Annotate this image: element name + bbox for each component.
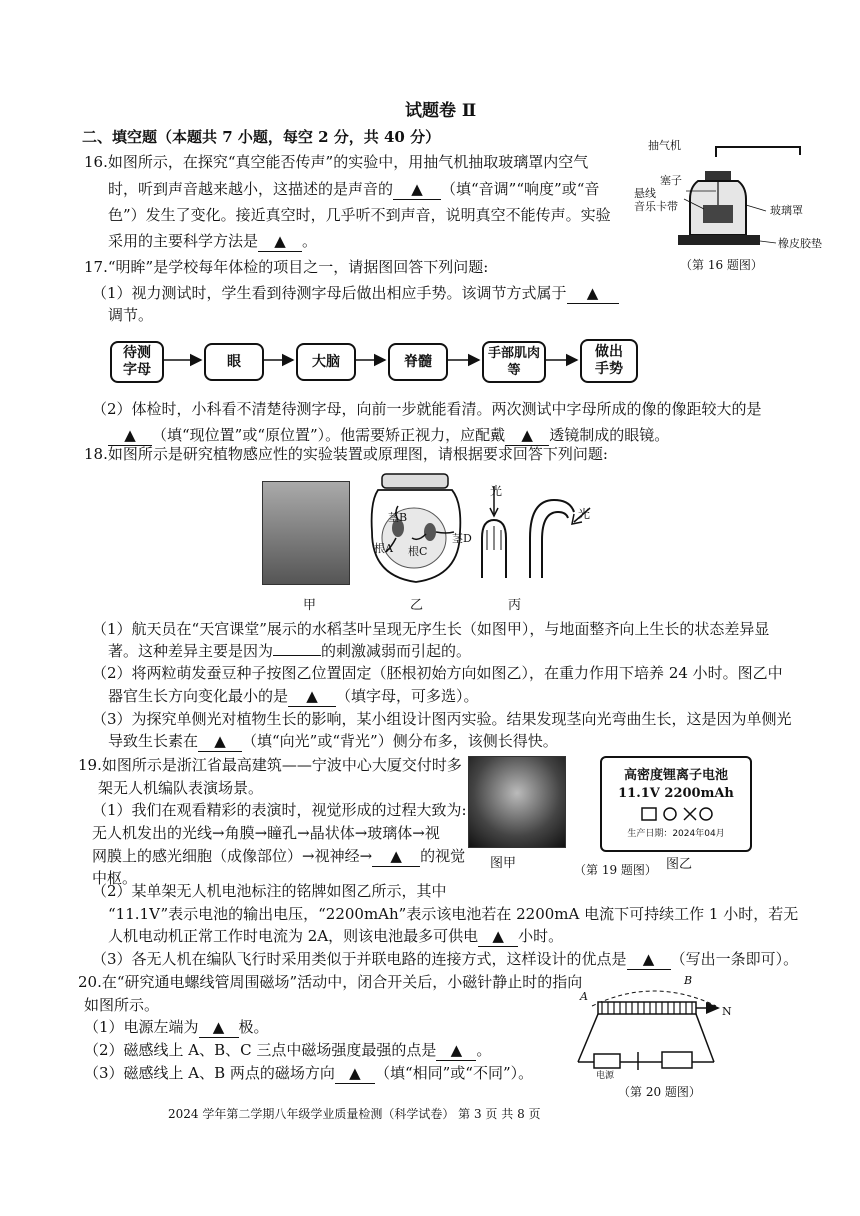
q20-part3-a: （3）磁感线上 A、B 两点的磁场方向 — [84, 1064, 335, 1082]
q20-answer-blank-3[interactable] — [335, 1063, 375, 1084]
q19-answer-blank-1[interactable] — [372, 846, 420, 867]
q18-part1-2b: 的刺激减弱而引起的。 — [321, 642, 472, 660]
q18-fig-label-bing: 丙 — [508, 598, 522, 613]
q18-root-a-label: 根A — [374, 542, 393, 555]
q19-part2-3a: 人机电动机正常工作时电流为 2A，则该电池最多可供电 — [108, 927, 479, 945]
q19-part1-line-4: 中枢。 — [92, 869, 138, 887]
q20-part2-b: 。 — [476, 1041, 492, 1059]
q20-part1-b: 极。 — [238, 1018, 269, 1036]
q17-part2-line-1: （2）体检时，小科看不清楚待测字母，向前一步就能看清。两次测试中字母所成的像的像距较大的是 — [92, 400, 762, 418]
q17-part2-line-2 — [108, 425, 669, 446]
q16-hang-label: 悬线 — [634, 187, 656, 200]
q18-intro: 18.如图所示是研究植物感应性的实验装置或原理图，请根据要求回答下列问题: — [84, 445, 608, 463]
q19-line-1: 19.如图所示是浙江省最高建筑——宁波中心大厦交付时多 — [78, 756, 462, 774]
q18-part3-2a: 导致生长素在 — [108, 732, 199, 750]
q18-part3-2b: （填“向光”或“背光”）侧分布多，该侧长得快。 — [242, 732, 558, 750]
answer-marker: ▲ — [450, 1041, 463, 1059]
q18-answer-blank-2[interactable] — [288, 686, 336, 707]
q20-label-n: N — [722, 1005, 732, 1018]
q20-caption: （第 20 题图） — [618, 1085, 701, 1099]
answer-marker: ▲ — [214, 732, 226, 750]
q20-solenoid-circuit — [574, 978, 734, 1078]
q19-part2-3b: 小时。 — [518, 927, 564, 945]
q19-part1-line-3 — [92, 846, 465, 867]
q18-answer-blank-3[interactable] — [198, 731, 242, 752]
q20-label-a: A — [580, 990, 588, 1003]
q18-part1-line-1: （1）航天员在“天宫课堂”展示的水稻茎叶呈现无序生长（如图甲），与地面整齐向上生长的状态差异显 — [92, 620, 770, 638]
q20-power-label: 电源 — [596, 1071, 615, 1081]
q18-light-label-2: 光 — [578, 507, 591, 521]
answer-marker: ▲ — [492, 927, 504, 945]
answer-marker: ▲ — [411, 180, 423, 198]
q18-photo-rice-plants — [262, 481, 350, 585]
q17-part1-a: （1）视力测试时，学生看到待测字母后做出相应手势。该调节方式属于 — [92, 284, 567, 302]
answer-marker: ▲ — [642, 950, 655, 968]
q17-part2-2a: （填“现位置”或“原位置”）。他需要矫正视力，应配戴 — [152, 426, 506, 444]
answer-marker: ▲ — [390, 847, 402, 865]
section-heading: 二、填空题（本题共 7 小题，每空 2 分，共 40 分） — [82, 128, 441, 146]
q16-pad-label: 橡皮胶垫 — [778, 237, 822, 250]
q16-bell-label: 玻璃罩 — [770, 204, 803, 217]
q19-answer-blank-3[interactable] — [627, 949, 671, 970]
answer-marker: ▲ — [212, 1018, 225, 1036]
q19-part1-line-1: （1）我们在观看精彩的表演时，视觉形成的过程大致为: — [92, 801, 467, 819]
flow-arrows — [0, 0, 860, 400]
q16-caption: （第 16 题图） — [680, 258, 763, 272]
q16-line-2a: 时，听到声音越来越小，这描述的是声音的 — [108, 180, 394, 198]
q18-part1-2a: 著。这种差异主要是因为 — [108, 642, 274, 660]
q16-stopper-label: 塞子 — [660, 174, 682, 187]
flow-label: 做出 手势 — [595, 344, 623, 377]
q17-part1-line-2: 调节。 — [108, 306, 154, 324]
q19-caption: （第 19 题图） — [574, 863, 657, 877]
q20-part3-b: （填“相同”或“不同”）。 — [374, 1064, 534, 1082]
q18-fig-label-jia: 甲 — [303, 598, 317, 613]
q19-part1-line-2: 无人机发出的光线→角膜→瞳孔→晶状体→玻璃体→视 — [92, 824, 440, 842]
q18-light-label-1: 光 — [490, 484, 503, 498]
answer-marker: ▲ — [521, 426, 533, 444]
battery-date: 生产日期：2024年04月 — [627, 829, 725, 839]
q19-photo-drone-show — [468, 756, 566, 848]
q19-part3-b: （写出一条即可）。 — [670, 950, 799, 968]
q19-part1-3b: 的视觉 — [420, 847, 466, 865]
q17-intro: 17.“明眸”是学校每年体检的项目之一，请据图回答下列问题: — [84, 258, 489, 276]
q18-fig-label-yi: 乙 — [410, 598, 424, 613]
answer-marker: ▲ — [586, 284, 599, 302]
answer-marker: ▲ — [349, 1064, 361, 1082]
q20-label-b: B — [684, 974, 693, 987]
q18-stem-d-label: 茎D — [452, 532, 472, 545]
q18-part2-line-1: （2）将两粒萌发蚕豆种子按图乙位置固定（胚根初始方向如图乙），在重力作用下培养 24 小时。图乙中 — [92, 664, 783, 682]
answer-marker: ▲ — [306, 687, 318, 705]
q19-fig-label-a: 图甲 — [490, 856, 517, 871]
q18-stem-b-label: 茎B — [388, 511, 408, 524]
q19-line-2: 架无人机编队表演场景。 — [98, 779, 264, 797]
q17-answer-blank-2[interactable] — [108, 425, 152, 446]
q18-part2-2a: 器官生长方向变化最小的是 — [108, 687, 289, 705]
q19-part2-line-2: “11.1V”表示电池的输出电压，“2200mAh”表示该电池若在 2200mA 电流下可持续工作 1 小时，若无 — [108, 905, 799, 923]
q20-answer-blank-1[interactable] — [199, 1017, 239, 1038]
q20-part2-a: （2）磁感线上 A、B、C 三点中磁场强度最强的点是 — [84, 1041, 437, 1059]
q16-line-4b: 。 — [302, 232, 318, 250]
q19-battery-label — [600, 756, 752, 852]
flow-label: 手部肌肉 等 — [487, 346, 540, 378]
q16-line-3: 色”）发生了变化。接近真空时，几乎听不到声音，说明真空不能传声。实验 — [108, 206, 611, 224]
q18-jar-diagram — [368, 472, 464, 588]
q18-part2-line-2 — [108, 686, 479, 707]
battery-symbols-icon — [640, 806, 714, 822]
flow-label: 脊髓 — [404, 353, 432, 370]
q20-part1-a: （1）电源左端为 — [84, 1018, 199, 1036]
q20-part2-line — [84, 1040, 491, 1061]
flow-label: 待测 字母 — [123, 345, 151, 378]
q20-answer-blank-2[interactable] — [436, 1040, 476, 1061]
q20-part1-line — [84, 1017, 269, 1038]
battery-spec: 11.1V 2200mAh — [618, 786, 734, 801]
q20-line-2: 如图所示。 — [84, 996, 160, 1014]
q18-part1-line-2 — [108, 641, 471, 661]
q16-line-1: 16.如图所示，在探究“真空能否传声”的实验中，用抽气机抽取玻璃罩内空气 — [84, 153, 589, 171]
q19-part3-a: （3）各无人机在编队飞行时采用类似于并联电路的连接方式，这样设计的优点是 — [92, 950, 627, 968]
q19-part1-3a: 网膜上的感光细胞（成像部位）→视神经→ — [92, 847, 373, 865]
q17-part2-2b: 透镜制成的眼镜。 — [549, 426, 670, 444]
flow-label: 大脑 — [312, 353, 340, 370]
q19-part3-line — [92, 949, 798, 970]
q20-line-1: 20.在“研究通电螺线管周围磁场”活动中，闭合开关后，小磁针静止时的指向 — [78, 973, 583, 991]
q19-fig-label-b: 图乙 — [666, 857, 693, 872]
q18-part3-line-2 — [108, 731, 558, 752]
q16-line-2b: （填“音调”“响度”或“音 — [441, 180, 600, 198]
q16-line-4a: 采用的主要科学方法是 — [108, 232, 259, 250]
q18-answer-blank-1[interactable] — [273, 655, 321, 656]
q20-part3-line — [84, 1063, 533, 1084]
q18-part2-2b: （填字母，可多选）。 — [336, 687, 479, 705]
q18-part3-line-1: （3）为探究单侧光对植物生长的影响，某小组设计图丙实验。结果发现茎向光弯曲生长，这是因为单侧光 — [92, 710, 792, 728]
page-footer: 2024 学年第二学期八年级学业质量检测（科学试卷） 第 3 页 共 8 页 — [168, 1107, 541, 1121]
battery-title: 高密度锂离子电池 — [623, 768, 728, 783]
q16-card-label: 音乐卡带 — [634, 200, 678, 213]
q19-answer-blank-2[interactable] — [478, 926, 518, 947]
q18-root-c-label: 根C — [408, 545, 428, 558]
page-title: 试题卷 Ⅱ — [405, 101, 477, 121]
q17-answer-blank-3[interactable] — [505, 425, 549, 446]
q19-part2-line-3 — [108, 926, 563, 947]
flow-label: 眼 — [227, 353, 241, 370]
answer-marker: ▲ — [274, 232, 286, 250]
q19-part2-line-1: （2）某单架无人机电池标注的铭牌如图乙所示，其中 — [92, 882, 447, 900]
q16-pump-label: 抽气机 — [648, 139, 681, 152]
answer-marker: ▲ — [124, 426, 136, 444]
